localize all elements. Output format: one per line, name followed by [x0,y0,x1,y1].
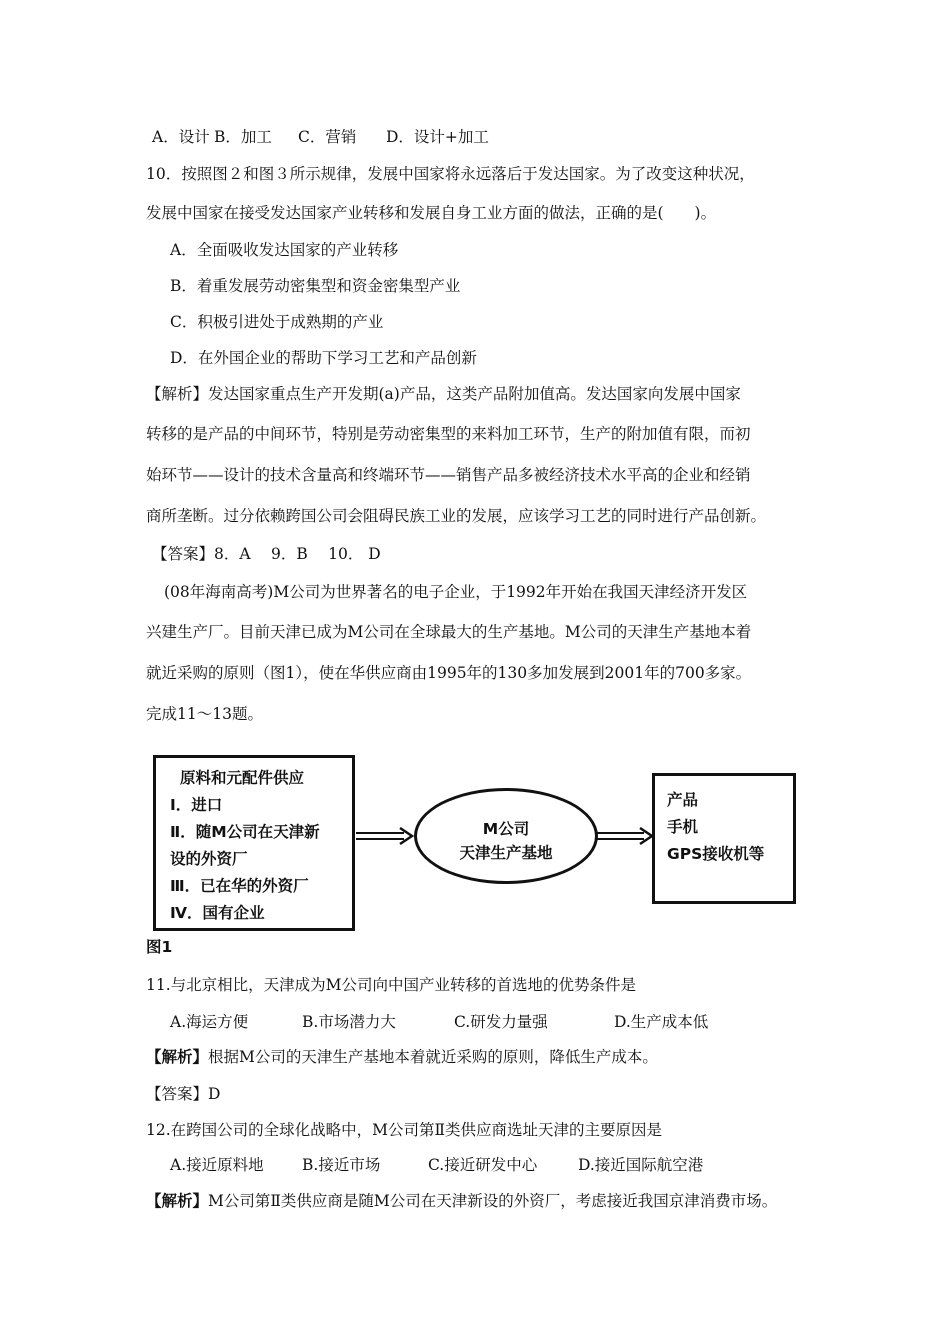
q9-options [152,127,489,147]
q9-option-c: C．营销 [298,128,357,146]
q11-option-c: C.研发力量强 [454,1013,548,1031]
arrow-supply-to-company [356,827,416,847]
q10-option-d: D．在外国企业的帮助下学习工艺和产品创新 [170,349,477,367]
q12-option-c: C.接近研发中心 [428,1156,538,1174]
product-gps: GPS接收机等 [667,845,765,863]
q12-option-b: B.接近市场 [302,1156,381,1174]
company-name: M公司 [482,820,530,838]
q10-analysis-line-3: 始环节——设计的技术含量高和终端环节——销售产品多被经济技术水平高的企业和经销 [146,466,751,484]
q10-analysis-line-2: 转移的是产品的中间环节，特别是劳动密集型的来料加工环节，生产的附加值有限，而初 [146,425,751,443]
q11-analysis-label: 【解析】 [146,1048,209,1066]
supply-item-2: Ⅱ．随M公司在天津新 [170,823,320,841]
product-title: 产品 [667,791,699,809]
q10-option-b: B．着重发展劳动密集型和资金密集型产业 [170,277,461,295]
q11-option-d: D.生产成本低 [614,1013,709,1031]
q12-stem: 12.在跨国公司的全球化战略中，M公司第Ⅱ类供应商选址天津的主要原因是 [146,1121,663,1139]
q9-option-a: A．设计 [152,128,210,146]
q12-analysis-label: 【解析】 [146,1192,209,1210]
q11-option-b: B.市场潜力大 [302,1013,396,1031]
q9-option-d: D．设计+加工 [386,128,489,146]
figure-supply-box [153,755,355,931]
q10-stem-line-2: 发展中国家在接受发达国家产业转移和发展自身工业方面的做法，正确的是( )。 [146,204,717,222]
q11-options [170,1012,708,1032]
intro-line-2: 兴建生产厂。目前天津已成为M公司在全球最大的生产基地。M公司的天津生产基地本着 [146,623,752,641]
q11-stem: 11.与北京相比，天津成为M公司向中国产业转移的首选地的优势条件是 [146,976,637,994]
supply-box-title: 原料和元配件供应 [180,769,305,787]
supply-item-3: Ⅲ．已在华的外资厂 [170,877,309,895]
q12-analysis [146,1191,777,1211]
q9-option-b: B．加工 [214,128,272,146]
q10-answer: 【答案】8．A 9．B 10． D [152,545,381,563]
q11-answer: 【答案】D [146,1085,221,1103]
product-phone: 手机 [667,818,699,836]
q11-analysis-text: 根据M公司的天津生产基地本着就近采购的原则，降低生产成本。 [208,1048,658,1066]
q12-analysis-text: M公司第Ⅱ类供应商是随M公司在天津新设的外资厂，考虑接近我国京津消费市场。 [208,1192,778,1210]
supply-item-4: Ⅳ．国有企业 [170,904,265,922]
figure-product-box [652,773,796,904]
q11-analysis [146,1047,658,1067]
intro-line-3: 就近采购的原则（图1），使在华供应商由1995年的130多加发展到2001年的700多家。 [146,664,752,682]
q10-option-c: C．积极引进处于成熟期的产业 [170,313,384,331]
q10-analysis-line-4: 商所垄断。过分依赖跨国公司会阻碍民族工业的发展，应该学习工艺的同时进行产品创新。 [146,507,767,525]
arrow-company-to-products [596,827,656,847]
q12-option-d: D.接近国际航空港 [578,1156,704,1174]
intro-line-1: (08年海南高考)M公司为世界著名的电子企业，于1992年开始在我国天津经济开发区 [164,583,748,601]
supply-item-1: Ⅰ．进口 [170,796,223,814]
company-base: 天津生产基地 [459,844,553,862]
q10-option-a: A．全面吸收发达国家的产业转移 [170,241,399,259]
intro-line-4: 完成11～13题。 [146,705,263,723]
q10-analysis-line-1: 【解析】发达国家重点生产开发期(a)产品，这类产品附加值高。发达国家向发展中国家 [146,385,741,403]
supply-item-2-cont: 设的外资厂 [170,850,248,868]
figure-caption: 图1 [146,938,173,956]
q11-option-a: A.海运方便 [170,1013,249,1031]
figure-company-ellipse [414,788,598,884]
q12-options [170,1155,703,1175]
q12-option-a: A.接近原料地 [170,1156,264,1174]
q10-stem-line-1: 10．按照图２和图３所示规律，发展中国家将永远落后于发达国家。为了改变这种状况， [146,165,755,183]
